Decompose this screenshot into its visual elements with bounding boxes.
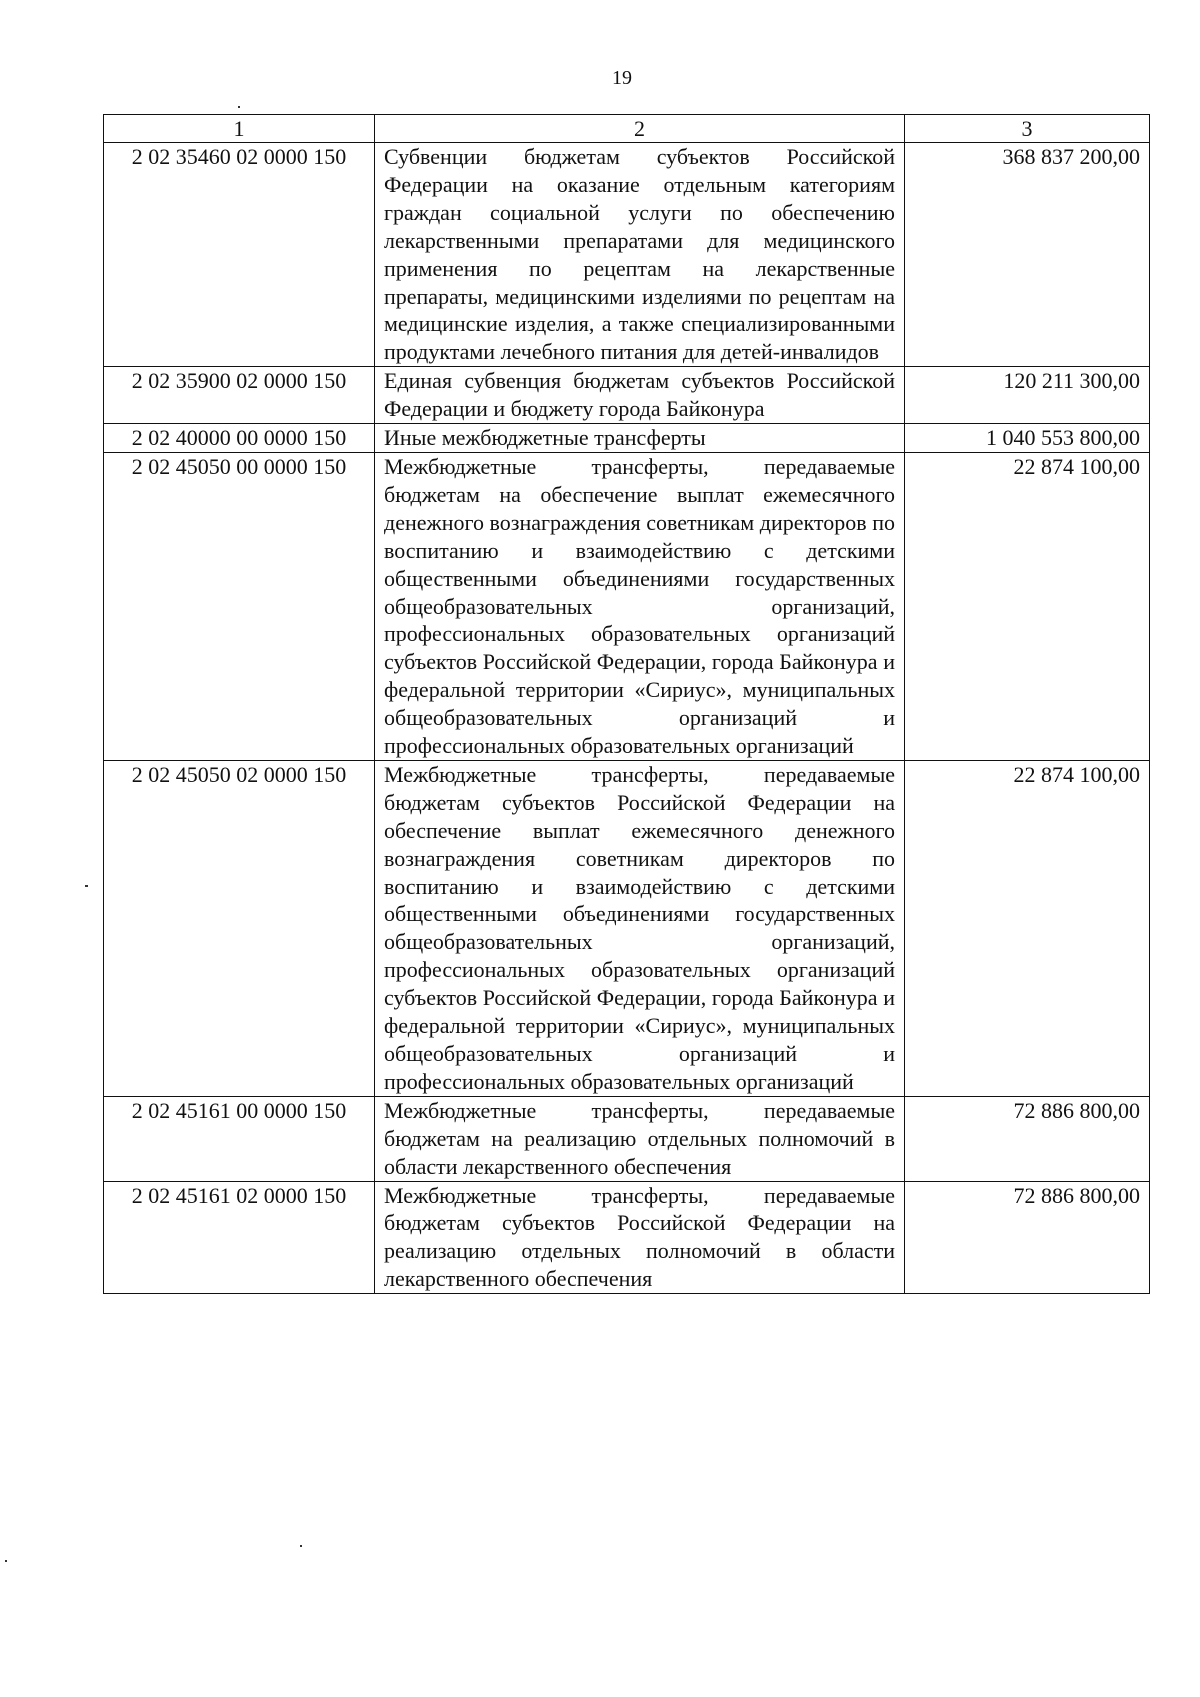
row-code: 2 02 45161 02 0000 150 — [104, 1181, 375, 1294]
table-row — [104, 452, 1150, 760]
row-description: Иные межбюджетные трансферты — [375, 424, 905, 453]
row-description: Субвенции бюджетам субъектов Российской Федерации на оказание отдельным категориям граждан социальной услуги по обеспечению лекарственными препаратами для медицинского применения по рецептам на лекарственные препараты, медицинскими изделиями по рецептам на медицинские изделия, а также специализированными продуктами лечебного питания для детей-инвалидов — [375, 143, 905, 367]
row-amount: 120 211 300,00 — [905, 367, 1150, 424]
row-description: Межбюджетные трансферты, передаваемые бюджетам на реализацию отдельных полномочий в области лекарственного обеспечения — [375, 1096, 905, 1181]
row-code: 2 02 45050 02 0000 150 — [104, 760, 375, 1096]
scan-speck — [300, 1545, 302, 1547]
table-row — [104, 367, 1150, 424]
row-code: 2 02 45050 00 0000 150 — [104, 452, 375, 760]
row-amount: 368 837 200,00 — [905, 143, 1150, 367]
column-header-code: 1 — [104, 115, 375, 143]
table-row — [104, 143, 1150, 367]
scan-speck — [85, 885, 88, 887]
page-number: 19 — [612, 67, 632, 89]
scan-speck — [5, 1560, 7, 1562]
row-code: 2 02 40000 00 0000 150 — [104, 424, 375, 453]
row-code: 2 02 45161 00 0000 150 — [104, 1096, 375, 1181]
row-amount: 72 886 800,00 — [905, 1096, 1150, 1181]
row-amount: 22 874 100,00 — [905, 760, 1150, 1096]
table-row — [104, 760, 1150, 1096]
row-amount: 22 874 100,00 — [905, 452, 1150, 760]
table-header-row — [104, 115, 1150, 143]
row-code: 2 02 35460 02 0000 150 — [104, 143, 375, 367]
row-amount: 72 886 800,00 — [905, 1181, 1150, 1294]
table-row — [104, 1096, 1150, 1181]
scan-speck — [238, 106, 240, 108]
row-description: Единая субвенция бюджетам субъектов Российской Федерации и бюджету города Байконура — [375, 367, 905, 424]
row-code: 2 02 35900 02 0000 150 — [104, 367, 375, 424]
table-row — [104, 424, 1150, 453]
row-amount: 1 040 553 800,00 — [905, 424, 1150, 453]
budget-revenue-table — [103, 114, 1150, 1294]
row-description: Межбюджетные трансферты, передаваемые бюджетам субъектов Российской Федерации на реализацию отдельных полномочий в области лекарственного обеспечения — [375, 1181, 905, 1294]
row-description: Межбюджетные трансферты, передаваемые бюджетам на обеспечение выплат ежемесячного денежного вознаграждения советникам директоров по воспитанию и взаимодействию с детскими общественными объединениями государственных общеобразовательных организаций, профессиональных образовательных организаций субъектов Российской Федерации, города Байконура и федеральной территории «Сириус», муниципальных общеобразовательных организаций и профессиональных образовательных организаций — [375, 452, 905, 760]
column-header-description: 2 — [375, 115, 905, 143]
row-description: Межбюджетные трансферты, передаваемые бюджетам субъектов Российской Федерации на обеспечение выплат ежемесячного денежного вознаграждения советникам директоров по воспитанию и взаимодействию с детскими общественными объединениями государственных общеобразовательных организаций, профессиональных образовательных организаций субъектов Российской Федерации, города Байконура и федеральной территории «Сириус», муниципальных общеобразовательных организаций и профессиональных образовательных организаций — [375, 760, 905, 1096]
column-header-amount: 3 — [905, 115, 1150, 143]
table-row — [104, 1181, 1150, 1294]
